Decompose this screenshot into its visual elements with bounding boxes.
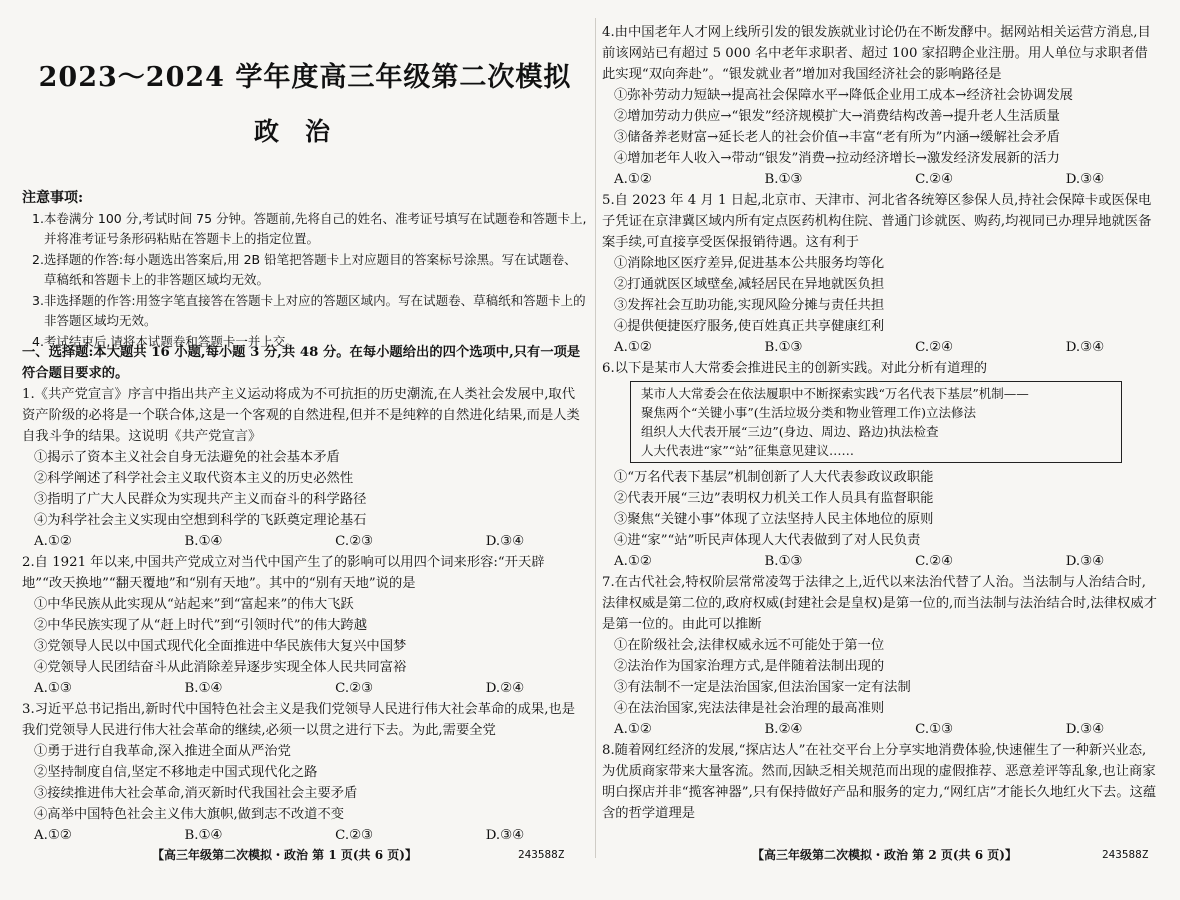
left-page-code: 243588Z [518,848,565,861]
q1-choice-d: D.③④ [485,534,524,549]
q6-option-4: ④进“家”“站”听民声体现人大代表做到了对人民负责 [614,533,921,548]
q6-choices [602,551,1104,572]
q1-stem: 1.《共产党宣言》序言中指出共产主义运动将成为不可抗拒的历史潮流,在人类社会发展中,取代资产阶级的必将是一个联合体,这是一个客观的自然进程,但并不是纯粹的自然进化结果,而是人类自我斗争的结果。这说明《共产党宣言》 [22,387,580,444]
q4-choice-c: C.②④ [915,172,953,187]
q8-stem: 8.随着网红经济的发展,“探店达人”在社交平台上分享实地消费体验,快速催生了一种新兴业态,为优质商家带来大量客流。然而,因缺乏相关规范而出现的虚假推荐、恶意差评等乱象,也让商家明白探店并非“揽客神器”,只有保持做好产品和服务的定力,“网红店”才能长久地红火下去。这蕴含的哲学道理是 [602,743,1157,821]
q2-choice-a: A.①③ [34,681,72,696]
section-heading: 一、选择题:本大题共 16 小题,每小题 3 分,共 48 分。在每小题给出的四个选项中,只有一项是符合题目要求的。 [22,345,581,381]
exam-subject: 政治 [253,117,356,146]
q2-choice-c: C.②③ [335,681,373,696]
q5-choices [602,337,1104,358]
note-item-4: 4.考试结束后,请将本试题卷和答题卡一并上交。 [32,333,298,349]
q4-choices [602,169,1104,190]
q3-option-4: ④高举中国特色社会主义伟大旗帜,做到志不改道不变 [34,807,345,822]
q2-choices [22,678,524,699]
q4-option-4: ④增加老年人收入→带动“银发”消费→拉动经济增长→激发经济发展新的活力 [614,151,1060,166]
q3-option-3: ③接续推进伟大社会革命,消灭新时代我国社会主要矛盾 [34,786,358,801]
q4-choice-b: B.①③ [764,172,803,187]
q1-option-1: ①揭示了资本主义社会自身无法避免的社会基本矛盾 [34,450,340,465]
q4-choice-a: A.①② [614,172,652,187]
q4-option-2: ②增加劳动力供应→“银发”经济规模扩大→消费结构改善→提升老人生活质量 [614,109,1060,124]
q2-choice-d: D.②④ [485,681,524,696]
q5-option-3: ③发挥社会互助功能,实现风险分摊与责任共担 [614,298,885,313]
q5-option-1: ①消除地区医疗差异,促进基本公共服务均等化 [614,256,885,271]
q2-option-2: ②中华民族实现了从“赶上时代”到“引领时代”的伟大跨越 [34,618,368,633]
q4-option-3: ③储备养老财富→延长老人的社会价值→丰富“老有所为”内涵→缓解社会矛盾 [614,130,1060,145]
q7-choice-c: C.①③ [915,722,953,737]
exam-title: 2023～2024 学年度高三年级第二次模拟 [38,62,572,93]
q4-stem: 4.由中国老年人才网上线所引发的银发族就业讨论仍在不断发酵中。据网站相关运营方消息,目前该网站已有超过 5 000 名中老年求职者、超过 100 家招聘企业注册。用人单位与求职者借此实现“双向奔赴”。“银发就业者”增加对我国经济社会的影响路径是 [602,25,1151,82]
q2-choice-b: B.①④ [184,681,223,696]
q7-choice-b: B.②④ [764,722,803,737]
q7-option-1: ①在阶级社会,法律权威永远不可能处于第一位 [614,638,885,653]
notes-title: 注意事项: [22,190,84,206]
questions-right [602,22,1158,824]
q5-stem: 5.自 2023 年 4 月 1 日起,北京市、天津市、河北省各统筹区参保人员,持社会保障卡或医保电子凭证在京津冀区域内所有定点医药机构住院、普通门诊就医、购药,均视同已办理异地就医备案手续,可直接享受医保报销待遇。这有利于 [602,193,1152,250]
right-footer: 【高三年级第二次模拟・政治 第 2 页(共 6 页)】 [752,848,1017,862]
q1-option-4: ④为科学社会主义实现由空想到科学的飞跃奠定理论基石 [34,513,367,528]
q7-option-2: ②法治作为国家治理方式,是伴随着法制出现的 [614,659,885,674]
q6-stem: 6.以下是某市人大常委会推进民主的创新实践。对此分析有道理的 [602,361,987,376]
q7-choices [602,719,1104,740]
note-item-1: 1.本卷满分 100 分,考试时间 75 分钟。答题前,先将自己的姓名、准考证号填写在试题卷和答题卡上,并将准考证号条形码粘贴在答题卡上的指定位置。 [32,210,587,246]
q6-material-box [630,381,1122,463]
q6-option-1: ①“万名代表下基层”机制创新了人大代表参政议政职能 [614,470,934,485]
q3-choice-b: B.①④ [184,828,223,843]
q3-option-1: ①勇于进行自我革命,深入推进全面从严治党 [34,744,291,759]
q6-option-3: ③聚焦“关键小事”体现了立法坚持人民主体地位的原则 [614,512,934,527]
q6-choice-d: D.③④ [1065,554,1104,569]
q1-option-3: ③指明了广大人民群众为实现共产主义而奋斗的科学路径 [34,492,367,507]
q2-stem: 2.自 1921 年以来,中国共产党成立对当代中国产生了的影响可以用四个词来形容:“开天辟地”“改天换地”“翻天覆地”和“别有天地”。其中的“别有天地”说的是 [22,555,545,591]
q1-choice-c: C.②③ [335,534,373,549]
q7-option-4: ④在法治国家,宪法法律是社会治理的最高准则 [614,701,885,716]
q2-option-1: ①中华民族从此实现从“站起来”到“富起来”的伟大飞跃 [34,597,354,612]
q6-choice-c: C.②④ [915,554,953,569]
q3-option-2: ②坚持制度自信,坚定不移地走中国式现代化之路 [34,765,318,780]
left-footer: 【高三年级第二次模拟・政治 第 1 页(共 6 页)】 [152,848,417,862]
q5-choice-b: B.①③ [764,340,803,355]
q5-choice-c: C.②④ [915,340,953,355]
q3-choice-d: D.③④ [485,828,524,843]
note-item-2: 2.选择题的作答:每小题选出答案后,用 2B 铅笔把答题卡上对应题目的答案标号涂黑。写在试题卷、草稿纸和答题卡上的非答题区域均无效。 [32,251,577,287]
q2-option-4: ④党领导人民团结奋斗从此消除差异逐步实现全体人民共同富裕 [34,660,407,675]
q1-option-2: ②科学阐述了科学社会主义取代资本主义的历史必然性 [34,471,354,486]
q4-option-1: ①弥补劳动力短缺→提高社会保障水平→降低企业用工成本→经济社会协调发展 [614,88,1073,103]
q6-choice-a: A.①② [614,554,652,569]
q3-stem: 3.习近平总书记指出,新时代中国特色社会主义是我们党领导人民进行伟大社会革命的成果,也是我们党领导人民进行伟大社会革命的继续,必须一以贯之进行下去。为此,需要全党 [22,702,576,738]
right-page-code: 243588Z [1102,848,1149,861]
q5-option-2: ②打通就医区域壁垒,减轻居民在异地就医负担 [614,277,885,292]
questions-left [22,342,582,846]
q7-choice-a: A.①② [614,722,652,737]
q7-choice-d: D.③④ [1065,722,1104,737]
q1-choice-b: B.①④ [184,534,223,549]
q6-box-line-4: 人大代表进“家”“站”征集意见建议…… [641,443,855,458]
q3-choice-a: A.①② [34,828,72,843]
q7-stem: 7.在古代社会,特权阶层常常凌驾于法律之上,近代以来法治代替了人治。当法制与人治结合时,法律权威是第二位的,政府权威(封建社会是皇权)是第一位的,而当法制与法治结合时,法律权威才是第一位的。由此可以推断 [602,575,1157,632]
q5-option-4: ④提供便捷医疗服务,使百姓真正共享健康红利 [614,319,885,334]
q4-choice-d: D.③④ [1065,172,1104,187]
note-item-3: 3.非选择题的作答:用签字笔直接答在答题卡上对应的答题区域内。写在试题卷、草稿纸和答题卡上的非答题区域均无效。 [32,292,586,328]
q2-option-3: ③党领导人民以中国式现代化全面推进中华民族伟大复兴中国梦 [34,639,407,654]
q3-choice-c: C.②③ [335,828,373,843]
q5-choice-a: A.①② [614,340,652,355]
exam-notes [22,188,588,352]
q6-choice-b: B.①③ [764,554,803,569]
q1-choices [22,531,524,552]
q6-option-2: ②代表开展“三边”表明权力机关工作人员具有监督职能 [614,491,934,506]
q7-option-3: ③有法制不一定是法治国家,但法治国家一定有法制 [614,680,911,695]
q6-box-line-3: 组织人大代表开展“三边”(身边、周边、路边)执法检查 [641,424,939,439]
q6-box-line-2: 聚焦两个“关键小事”(生活垃圾分类和物业管理工作)立法修法 [641,405,977,420]
page-divider [595,18,596,858]
q5-choice-d: D.③④ [1065,340,1104,355]
q6-box-line-1: 某市人大常委会在依法履职中不断探索实践“万名代表下基层”机制—— [641,386,1029,401]
q1-choice-a: A.①② [34,534,72,549]
q3-choices [22,825,524,846]
